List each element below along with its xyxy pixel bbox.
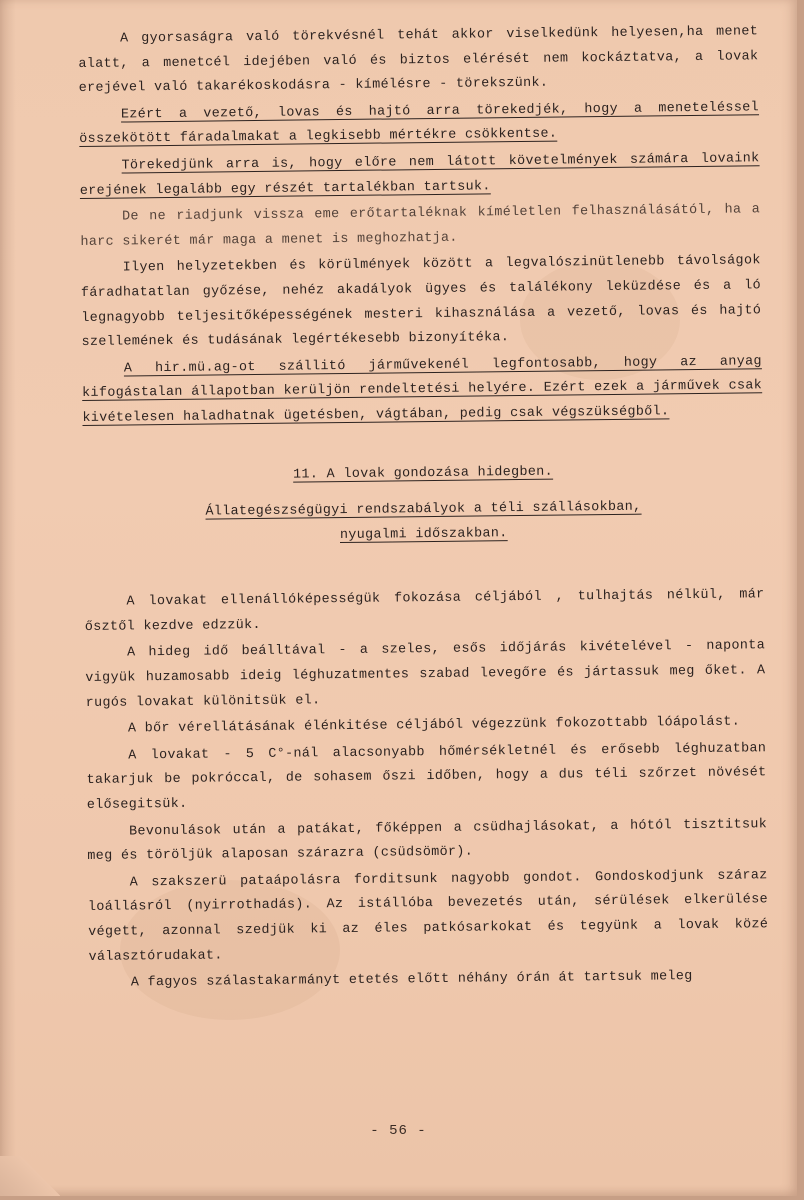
paragraph-speed-behaviour: A gyorsaságra való törekvésnél tehát akkor viselkedünk helyesen,ha menet alatt, a menetcél idejében való és biztos elérését nem kockáztatva, a lovak erejével való takarékoskodásra - kímélésre - törekszünk. <box>78 24 759 97</box>
paragraph-cold-weather-exercise: A hideg idő beálltával - a szeles, esős időjárás kivételével - naponta vigyük huzamosabb ideig léghuzatmentes szabad levegőre és jártassuk meg őket. A rugós lovakat különitsük el. <box>85 638 766 711</box>
paragraph-hoof-care: A szakszerü pataápolásra forditsunk nagyobb gondot. Gondoskodjunk száraz loállásról (nyirrothadás). Az istállóba bevezetés után, sérülések elkerülése végett, azonnal szedjük ki az éles patkósarkokat és tegyünk a lovak közé választórudakat. <box>87 868 769 965</box>
paragraph-reduce-fatigue: Ezért a vezető, lovas és hajtó arra törekedjék, hogy a meneteléssel összekötött fáradalmakat a legkisebb mértékre csökkentse. <box>79 100 760 148</box>
paragraph-frozen-fodder: A fagyos szálastakarmányt etetés előtt néhány órán át tartsuk meleg <box>130 969 693 991</box>
page-number: - 56 - <box>370 1123 427 1139</box>
section-subtitle-line-1: Állategészségügyi rendszabályok a téli szállásokban, <box>205 499 642 520</box>
page-corner-curl <box>0 1156 60 1196</box>
paragraph-signal-vehicles: A hir.mü.ag-ot szállitó járművekenél legfontosabb, hogy az anyag kifogástalan állapotban kerüljön rendeltetési helyére. Ezért ezek a járművek csak kivételesen haladhatnak ügetésben, vágtában, pedig csak végszükségből. <box>82 353 763 426</box>
binding-gutter-shadow <box>0 0 16 1196</box>
paragraph-hoof-cleaning: Bevonulások után a patákat, főképpen a csüdhajlásokat, a hótól tisztitsuk meg és töröljük alaposan szárazra (csüdsömör). <box>87 816 768 865</box>
paragraph-hardening: A lovakat ellenállóképességük fokozása céljából , tulhajtás nélkül, már ősztől kezdve edzzük. <box>84 587 765 635</box>
paragraph-reserve-strength: Törekedjünk arra is, hogy előre nem látott követelmények számára lovaink erejének legalább egy részét tartalékban tartsuk. <box>79 151 760 199</box>
paragraph-use-reserve: De ne riadjunk vissza eme erőtartaléknak kíméletlen felhasználásától, ha a harc sikerét már maga a menet is meghozhatja. <box>80 202 761 250</box>
paragraph-situations: Ilyen helyzetekben és körülmények között a legvalószinütlenebb távolságok fáradhatatlan győzése, nehéz akadályok ügyes és találékony leküzdése és a ló legnagyobb teljesitőképességének mesteri kihasználása a vezető, lovas és hajtó szellemének és tudásának legértékesebb bizonyítéka. <box>80 253 762 351</box>
paragraph-blanketing: A lovakat - 5 C°-nál alacsonyabb hőmérsékletnél és erősebb léghuzatban takarjuk be pokróccal, de sohasem őszi időben, hogy a dus téli szőrzet növését elősegitsük. <box>86 741 767 813</box>
typed-text-block <box>78 20 769 996</box>
paragraph-grooming: A bőr vérellátásának élénkitése céljából végezzünk fokozottabb lóápolást. <box>127 714 741 737</box>
section-subtitle-line-2: nyugalmi időszakban. <box>339 525 508 543</box>
section-title: 11. A lovak gondozása hidegben. <box>293 464 554 483</box>
